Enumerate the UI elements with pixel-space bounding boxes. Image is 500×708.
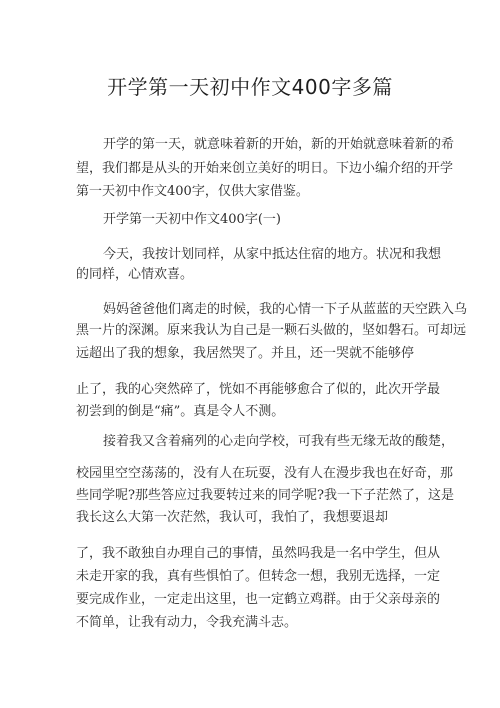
text-line: 初尝到的倒是“痛”。真是令人不测。 <box>76 404 285 419</box>
text-line: 接着我又含着痛列的心走向学校，可我有些无缘无故的酸楚， <box>103 434 455 449</box>
text-line: 了，我不敢独自办理自己的事情，虽然吗我是一名中学生，但从 <box>76 546 441 561</box>
text-line: 妈妈爸爸他们离走的时候，我的心情一下子从蓝蓝的天空跌入乌 <box>103 302 468 317</box>
text-line: 校园里空空荡荡的，没有人在玩耍，没有人在漫步我也在好奇，那 <box>76 466 454 481</box>
text-line: 要完成作业，一定走出这里，也一定鹤立鸡群。由于父亲母亲的 <box>76 592 441 607</box>
text-line: 远超出了我的想象，我居然哭了。并且，还一哭就不能够停 <box>76 346 415 361</box>
text-line: 黑一片的深渊。原来我认为自己是一颗石头做的，坚如磐石。可却远 <box>76 323 467 338</box>
text-line: 第一天初中作文400字，仅供大家借鉴。 <box>76 184 309 199</box>
text-line: 止了，我的心突然碎了，恍如不再能够愈合了似的，此次开学最 <box>76 382 441 397</box>
text-line: 望，我们都是从头的开始来创立美好的明日。下边小编介绍的开学 <box>76 161 454 176</box>
text-line: 些同学呢?那些答应过我要转过来的同学呢?我一下子茫然了，这是 <box>76 488 454 503</box>
text-line: 的同样，心情欢喜。 <box>76 267 194 282</box>
text-line: 未走开家的我，真有些惧怕了。但转念一想，我别无选择，一定 <box>76 569 441 584</box>
section-heading: 开学第一天初中作文400字(一) <box>103 212 281 227</box>
text-line: 开学的第一天，就意味着新的开始，新的开始就意味着新的希 <box>103 137 455 152</box>
document-title: 开学第一天初中作文400字多篇 <box>107 75 393 99</box>
text-line: 今天，我按计划同样，从家中抵达住宿的地方。状况和我想 <box>103 247 442 262</box>
text-line: 我长这么大第一次茫然，我认可，我怕了，我想要退却 <box>76 510 389 525</box>
text-line: 不简单，让我有动力，令我充满斗志。 <box>76 615 298 630</box>
